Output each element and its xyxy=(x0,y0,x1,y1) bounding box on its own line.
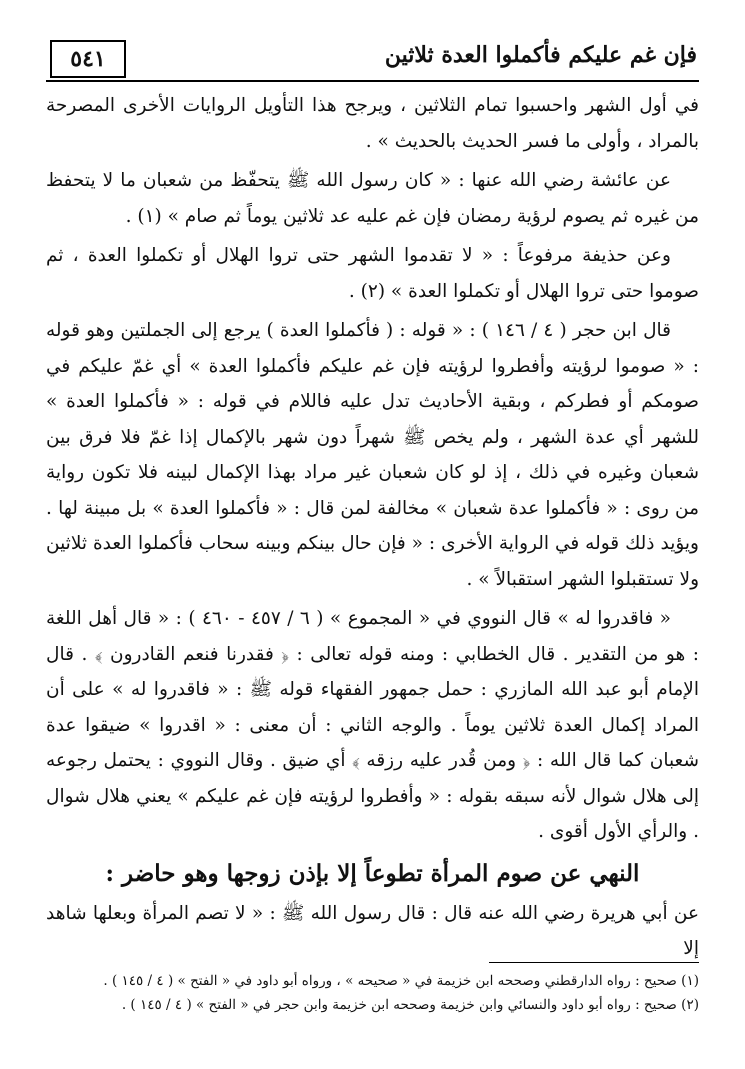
section-heading: النهي عن صوم المرأة تطوعاً إلا بإذن زوجها وهو حاضر : xyxy=(105,859,640,887)
paragraph-ibn-hajar: قال ابن حجر ( ٤ / ١٤٦ ) : « قوله : ( فأكملوا العدة ) يرجع إلى الجملتين وهو قوله : « صوموا لرؤيته وأفطروا لرؤيته فإن غم عليكم فأكملوا العدة » أي غمّ عليكم في صومكم أو فطركم ، وبقية الأحاديث تدل عليه فاللام في قوله : « فأكملوا العدة » للشهر أي عدة الشهر ، ولم يخص ﷺ شهراً دون شهر بالإكمال إذا غمّ فلا فرق بين شعبان وغيره في ذلك ، إذ لو كان شعبان غير مراد بهذا الإكمال لبينه فلا تكون رواية من روى : « فأكملوا عدة شعبان » مخالفة لمن قال : « فأكملوا العدة » بل مبينة لها . ويؤيد ذلك قوله في الرواية الأخرى : « فإن حال بينكم وبينه سحاب فأكملوا العدة ثلاثين ولا تستقبلوا الشهر استقبالاً » . xyxy=(46,320,699,590)
paragraph-nawawi: « فاقدروا له » قال النووي في « المجموع » ( ٦ / ٤٥٧ - ٤٦٠ ) : « قال أهل اللغة : هو من التقدير . قال الخطابي : ومنه قوله تعالى : ﴿ فقدرنا فنعم القادرون ﴾ . قال الإمام أبو عبد الله المازري : حمل جمهور الفقهاء قوله ﷺ : « فاقدروا له » على أن المراد إكمال العدة ثلاثين يوماً . والوجه الثاني : أن معنى : « اقدروا » ضيقوا عدة شعبان كما قال الله : ﴿ ومن قُدر عليه رزقه ﴾ أي ضيق . وقال النووي : يحتمل رجوعه إلى هلال شوال لأنه سبقه بقوله : « وأفطروا لرؤيته فإن غم عليكم » يعني هلال شوال . والرأي الأول أقوى . xyxy=(46,608,699,842)
running-title: فإن غم عليكم فأكملوا العدة ثلاثين xyxy=(384,42,697,68)
paragraph-aisha-hadith: عن عائشة رضي الله عنها : « كان رسول الله ﷺ يتحفّظ من شعبان ما لا يتحفظ من غيره ثم يصوم لرؤية رمضان فإن غم عليه عد ثلاثين يوماً ثم صام » (١) . xyxy=(46,170,699,227)
footnote-1: (١) صحيح : رواه الدارقطني وصححه ابن خزيمة في « صحيحه » ، ورواه أبو داود في « الفتح » ( ٤ / ١٤٥ ) . xyxy=(103,973,699,989)
page-header xyxy=(46,40,699,82)
paragraph-hudhayfa-hadith: وعن حذيفة مرفوعاً : « لا تقدموا الشهر حتى تروا الهلال أو تكملوا العدة ، ثم صوموا حتى تروا الهلال أو تكملوا العدة » (٢) . xyxy=(46,245,699,302)
paragraph-abu-huraira: عن أبي هريرة رضي الله عنه قال : قال رسول الله ﷺ : « لا تصم المرأة وبعلها شاهد إلا xyxy=(46,902,699,959)
page-number: ٥٤١ xyxy=(50,40,126,78)
footnote-divider xyxy=(489,962,699,963)
footnotes xyxy=(46,962,699,1017)
paragraph-continuation: في أول الشهر واحسبوا تمام الثلاثين ، ويرجح هذا التأويل الروايات الأخرى المصرحة بالمراد ، وأولى ما فسر الحديث بالحديث » . xyxy=(46,95,699,152)
page-body xyxy=(46,88,699,971)
footnote-2: (٢) صحيح : رواه أبو داود والنسائي وابن خزيمة وصححه ابن خزيمة وابن حجر في « الفتح » ( ٤ / ١٤٥ ) . xyxy=(121,997,699,1013)
